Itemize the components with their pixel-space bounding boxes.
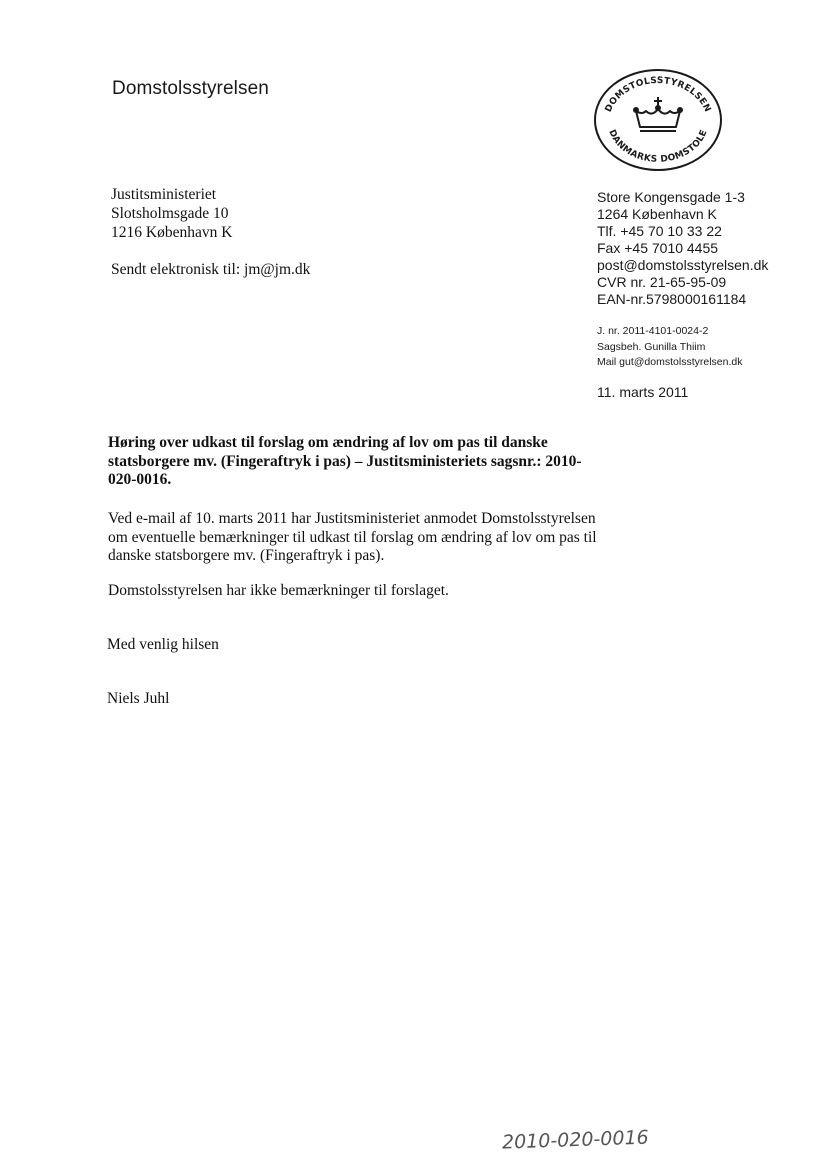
recipient-line: Justitsministeriet	[111, 186, 217, 203]
case-info-block	[597, 324, 742, 371]
sender-address-line: 1264 København K	[597, 206, 717, 222]
logo-top-text: DOMSTOLSSTYRELSEN	[603, 75, 713, 114]
body-line: om eventuelle bemærkninger til udkast til forslag om ændring af lov om pas til	[108, 528, 597, 546]
crown-icon	[634, 97, 682, 131]
closing-salutation: Med venlig hilsen	[107, 636, 219, 653]
sender-organization: Domstolsstyrelsen	[112, 78, 269, 99]
sender-cvr: CVR nr. 21-65-95-09	[597, 274, 727, 290]
recipient-address	[111, 185, 232, 242]
sender-ean: EAN-nr.5798000161184	[597, 291, 747, 307]
handwritten-case-number	[498, 1122, 663, 1156]
subject-line: Høring over udkast til forslag om ændring af lov om pas til danske	[108, 434, 548, 451]
recipient-line: 1216 København K	[111, 224, 233, 241]
sender-address-block	[597, 189, 768, 308]
sent-electronically-note: Sendt elektronisk til: jm@jm.dk	[111, 261, 311, 278]
sender-email: post@domstolsstyrelsen.dk	[597, 257, 769, 273]
svg-text:DANMARKS DOMSTOLE	[606, 128, 709, 165]
letter-date: 11. marts 2011	[597, 384, 689, 400]
logo-bottom-text: DANMARKS DOMSTOLE	[606, 128, 710, 165]
subject-line: statsborgere mv. (Fingeraftryk i pas) – Justitsministeriets sagsnr.: 2010-	[108, 452, 582, 470]
body-paragraph-2: Domstolsstyrelsen har ikke bemærkninger til forslaget.	[108, 582, 449, 599]
sender-phone: Tlf. +45 70 10 33 22	[597, 223, 722, 239]
body-paragraph-1	[108, 510, 597, 566]
letter-subject	[108, 434, 628, 490]
domstolsstyrelsen-logo	[590, 67, 726, 173]
case-handler-email: Mail gut@domstolsstyrelsen.dk	[597, 356, 743, 368]
case-handler: Sagsbeh. Gunilla Thiim	[597, 340, 706, 353]
body-line: Ved e-mail af 10. marts 2011 har Justitsministeriet anmodet Domstolsstyrelsen	[108, 510, 596, 527]
sender-address-line: Store Kongensgade 1-3	[597, 189, 745, 205]
handwritten-text: 2010-020-0016	[501, 1126, 650, 1154]
signatory-name: Niels Juhl	[107, 690, 170, 707]
subject-line: 020-0016.	[108, 471, 172, 488]
case-number: J. nr. 2011-4101-0024-2	[597, 325, 709, 337]
sender-fax: Fax +45 7010 4455	[597, 240, 719, 256]
recipient-line: Slotsholmsgade 10	[111, 205, 229, 222]
body-line: danske statsborgere mv. (Fingeraftryk i pas).	[108, 547, 385, 564]
